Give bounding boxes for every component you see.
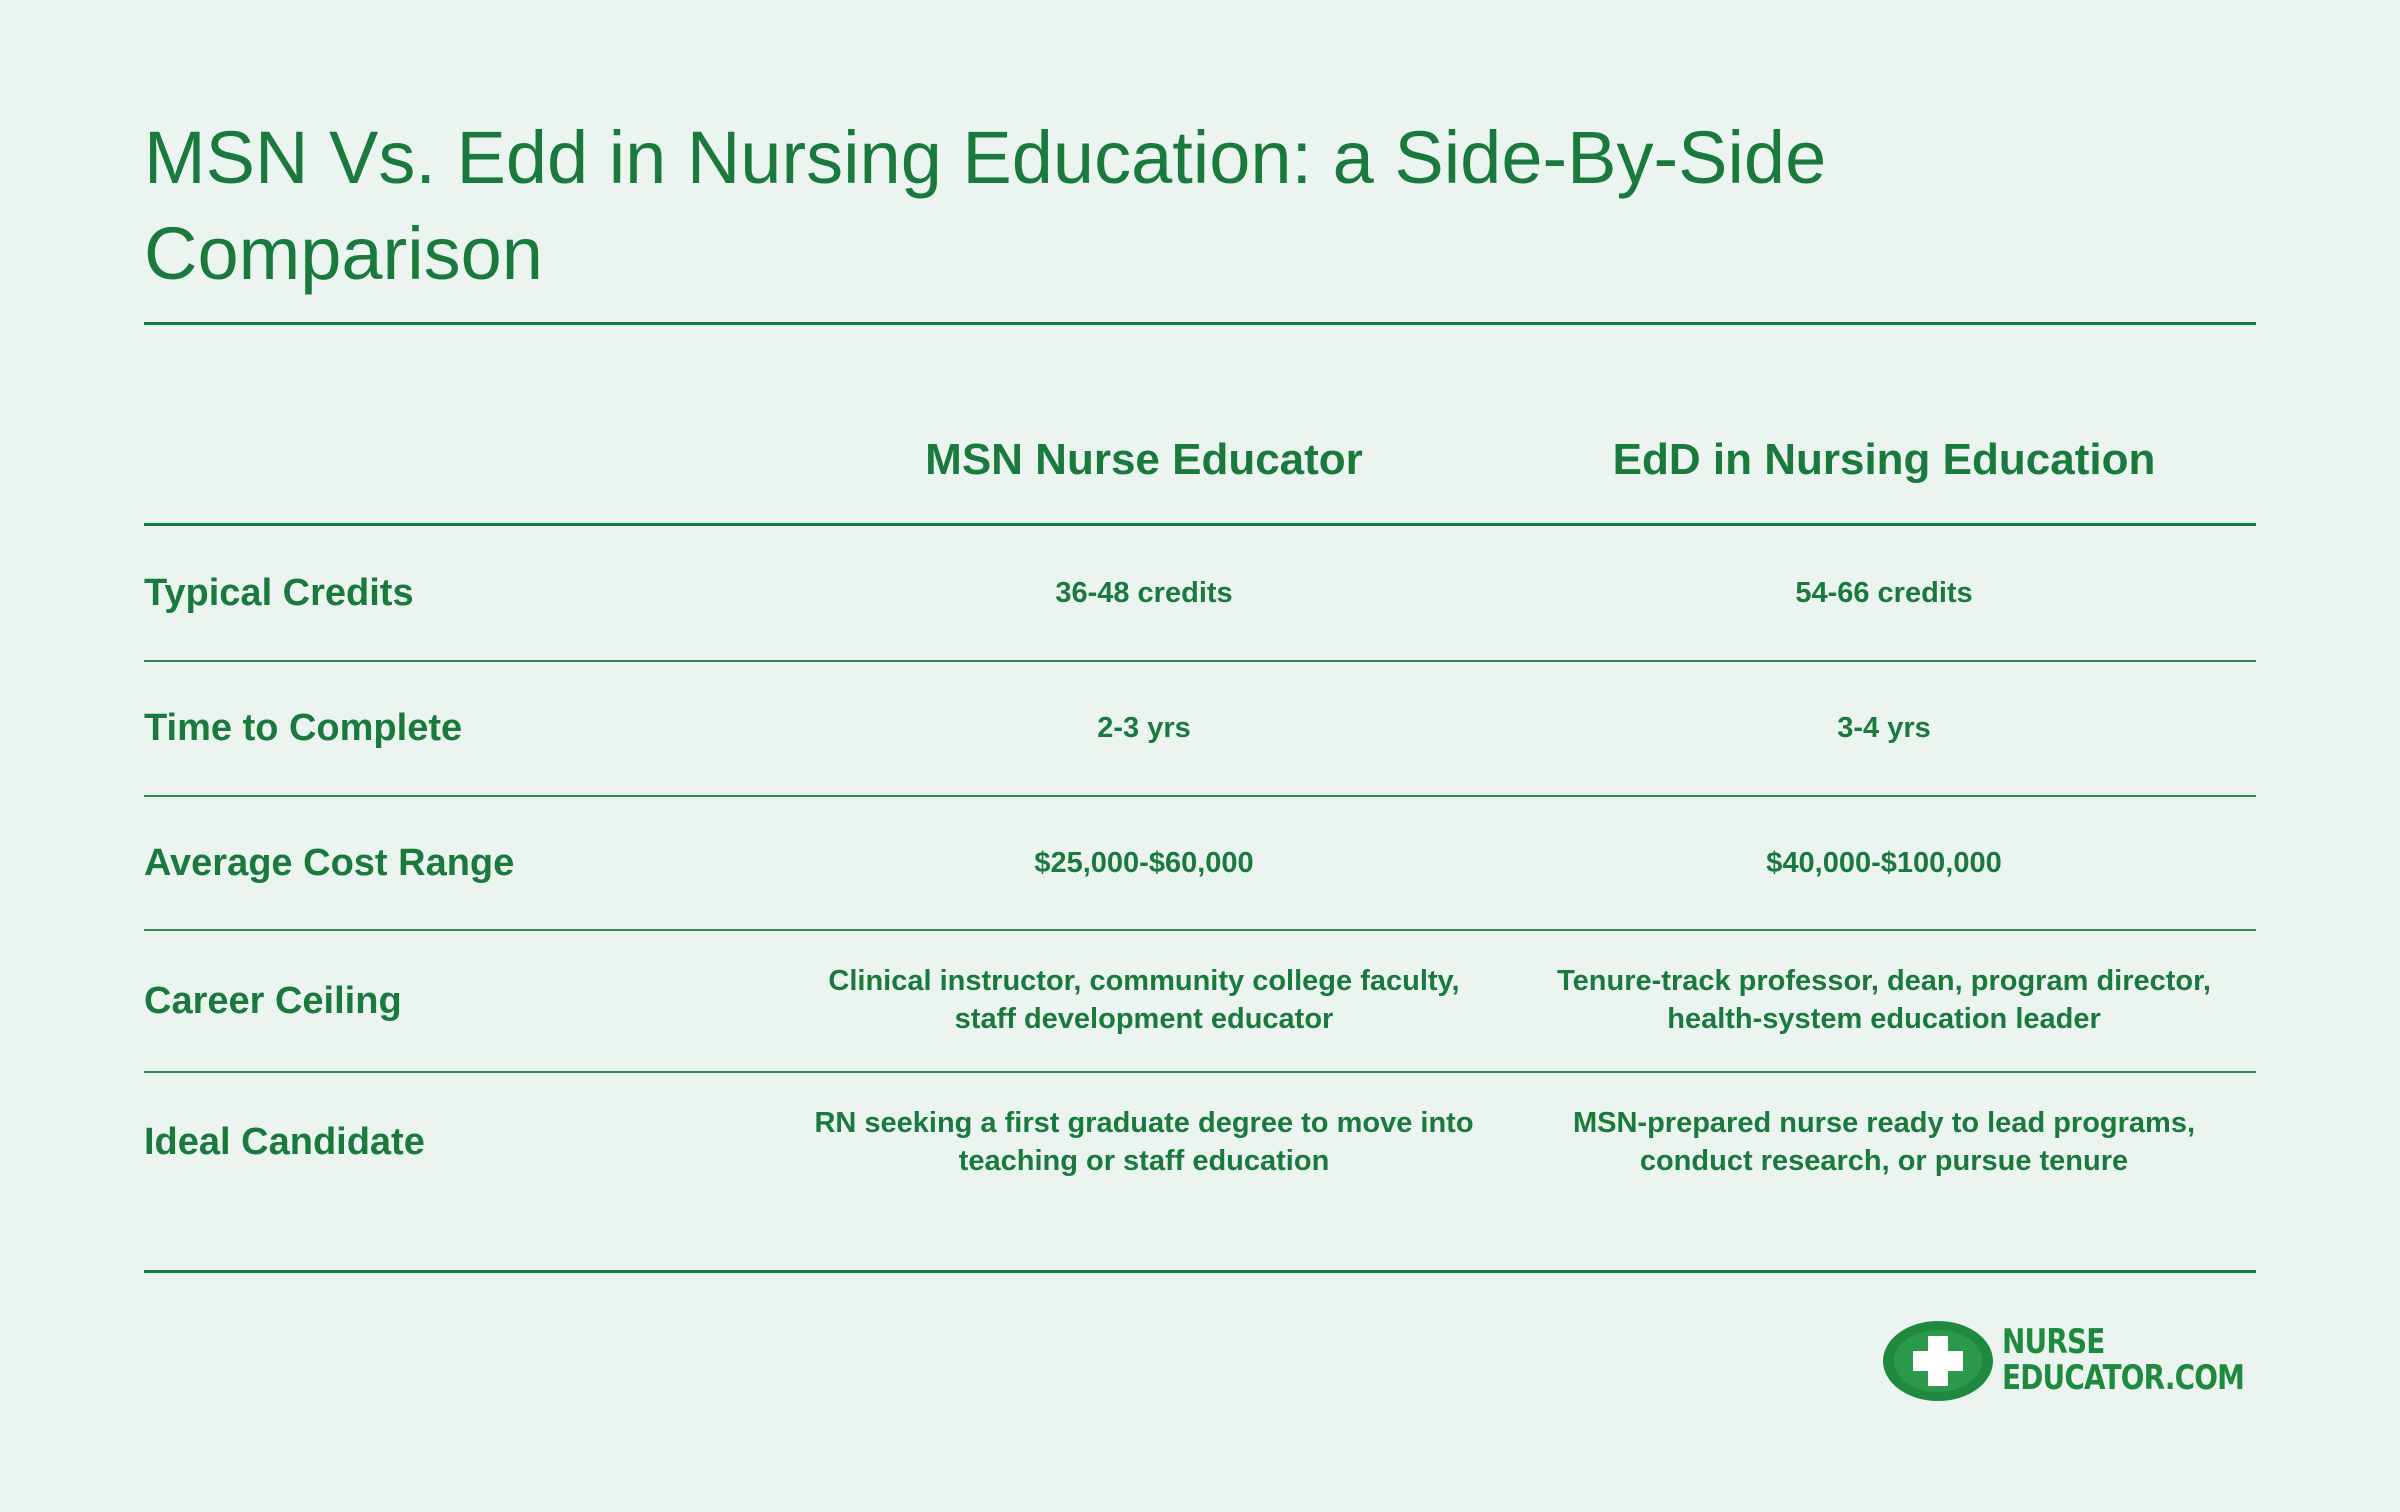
- cell-msn-career-ceiling: Clinical instructor, community college faculty, staff development educator: [828, 965, 1460, 1035]
- row-label-average-cost-range: Average Cost Range: [144, 842, 515, 884]
- cell-edd-typical-credits: 54-66 credits: [1795, 577, 1973, 609]
- row-label-typical-credits: Typical Credits: [144, 572, 414, 614]
- cell-edd-ideal-candidate: MSN-prepared nurse ready to lead programs, conduct research, or pursue tenure: [1572, 1107, 2196, 1177]
- cell-msn-time-to-complete: 2-3 yrs: [1097, 712, 1191, 744]
- column-header-msn: MSN Nurse Educator: [925, 435, 1363, 484]
- cell-msn-average-cost-range: $25,000-$60,000: [1034, 847, 1254, 879]
- title-divider: [144, 322, 2256, 325]
- nurse-educator-logo: [1880, 1316, 2245, 1406]
- header-divider: [144, 523, 2256, 526]
- row-divider: [144, 929, 2256, 931]
- row-divider: [144, 660, 2256, 662]
- medical-cross-icon: [1882, 1320, 1994, 1402]
- cell-edd-time-to-complete: 3-4 yrs: [1837, 712, 1931, 744]
- cell-edd-career-ceiling: Tenure-track professor, dean, program director, health-system education leader: [1557, 965, 2211, 1035]
- cell-edd-average-cost-range: $40,000-$100,000: [1766, 847, 2002, 879]
- row-label-career-ceiling: Career Ceiling: [144, 980, 402, 1022]
- cell-msn-typical-credits: 36-48 credits: [1055, 577, 1233, 609]
- row-divider: [144, 795, 2256, 797]
- footer-divider: [144, 1270, 2256, 1273]
- row-label-ideal-candidate: Ideal Candidate: [144, 1121, 425, 1163]
- row-label-time-to-complete: Time to Complete: [144, 707, 463, 749]
- logo-text-line1: NURSE: [2002, 1322, 2105, 1362]
- column-header-edd: EdD in Nursing Education: [1612, 435, 2156, 484]
- logo-text-line2: EDUCATOR.COM: [2002, 1358, 2245, 1398]
- cell-msn-ideal-candidate: RN seeking a first graduate degree to move into teaching or staff education: [814, 1107, 1474, 1177]
- row-divider: [144, 1071, 2256, 1073]
- page-title: MSN Vs. Edd in Nursing Education: a Side-By-Side Comparison: [144, 116, 1827, 295]
